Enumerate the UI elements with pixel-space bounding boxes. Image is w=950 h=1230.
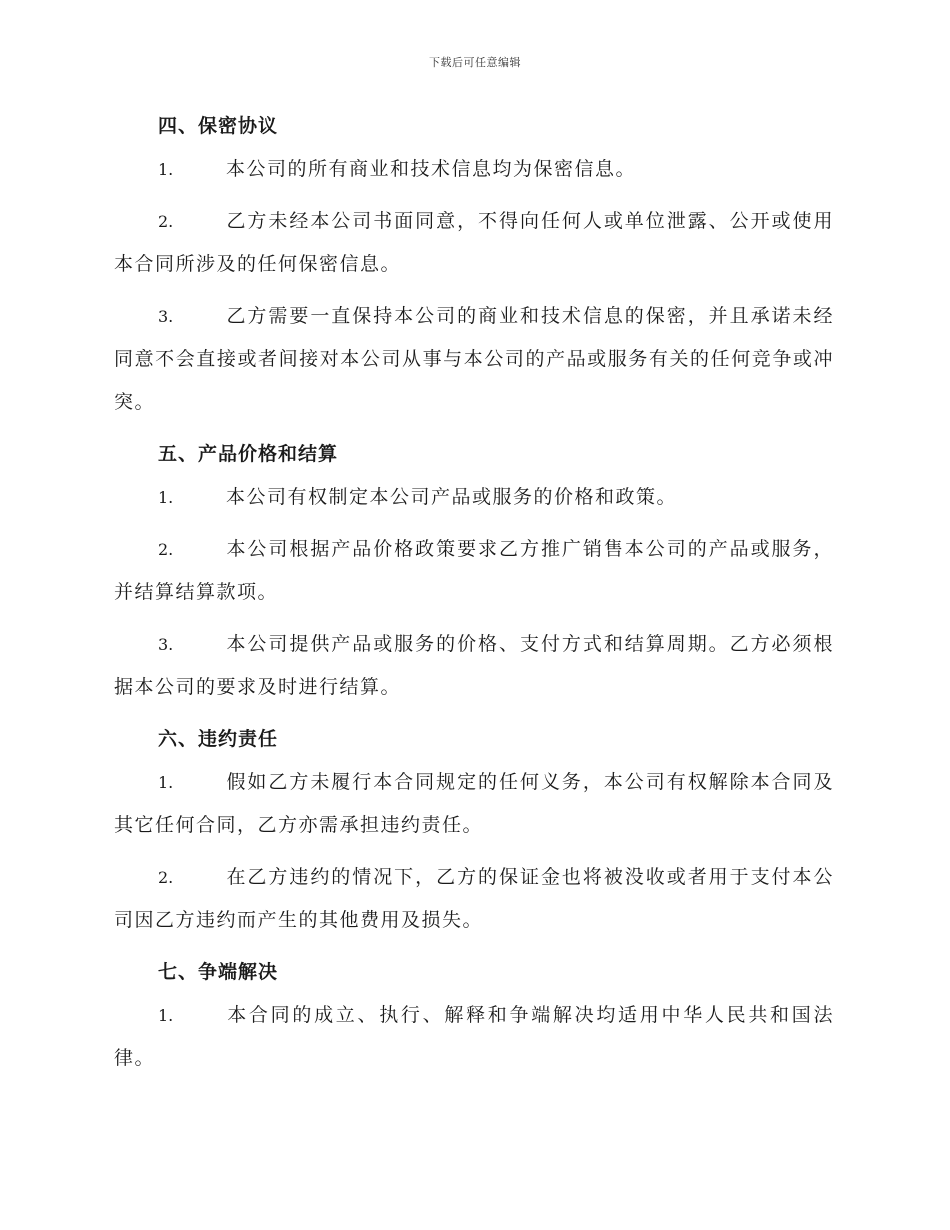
clause-text: 本公司有权制定本公司产品或服务的价格和政策。 bbox=[226, 486, 678, 508]
clause-text: 假如乙方未履行本合同规定的任何义务，本公司有权解除本合同及其它任何合同，乙方亦需承担违约责任。 bbox=[114, 771, 834, 836]
clause-item bbox=[114, 148, 834, 191]
clause-text: 乙方未经本公司书面同意，不得向任何人或单位泄露、公开或使用本合同所涉及的任何保密信息。 bbox=[114, 210, 834, 275]
section-title: 六、违约责任 bbox=[158, 728, 279, 750]
section-title: 四、保密协议 bbox=[158, 115, 279, 137]
clause-item bbox=[114, 295, 834, 424]
section-dispute-resolution bbox=[114, 951, 834, 1080]
clause-item bbox=[114, 528, 834, 614]
page-header: 下载后可任意编辑 bbox=[429, 56, 521, 69]
clause-text: 本公司提供产品或服务的价格、支付方式和结算周期。乙方必须根据本公司的要求及时进行结算。 bbox=[114, 633, 834, 698]
clause-text: 乙方需要一直保持本公司的商业和技术信息的保密，并且承诺未经同意不会直接或者间接对本公司从事与本公司的产品或服务有关的任何竞争或冲突。 bbox=[114, 305, 834, 413]
clause-number: 3. bbox=[158, 635, 174, 654]
clause-number: 2. bbox=[158, 868, 174, 887]
clause-number: 1. bbox=[158, 1006, 174, 1025]
clause-number: 3. bbox=[158, 307, 174, 326]
clause-item bbox=[114, 476, 834, 519]
clause-text: 本公司根据产品价格政策要求乙方推广销售本公司的产品或服务，并结算结算款项。 bbox=[114, 538, 834, 603]
section-confidentiality bbox=[114, 105, 834, 424]
clause-number: 1. bbox=[158, 160, 174, 179]
clause-item bbox=[114, 856, 834, 942]
clause-number: 2. bbox=[158, 540, 174, 559]
section-pricing-settlement bbox=[114, 433, 834, 709]
document-body bbox=[114, 105, 834, 1089]
section-title: 七、争端解决 bbox=[158, 961, 279, 983]
clause-item bbox=[114, 200, 834, 286]
clause-text: 本公司的所有商业和技术信息均为保密信息。 bbox=[226, 158, 637, 180]
clause-item bbox=[114, 761, 834, 847]
clause-number: 1. bbox=[158, 773, 174, 792]
clause-item bbox=[114, 994, 834, 1080]
clause-text: 在乙方违约的情况下，乙方的保证金也将被没收或者用于支付本公司因乙方违约而产生的其他费用及损失。 bbox=[114, 866, 834, 931]
section-title: 五、产品价格和结算 bbox=[158, 443, 339, 465]
clause-number: 1. bbox=[158, 488, 174, 507]
clause-number: 2. bbox=[158, 212, 174, 231]
clause-text: 本合同的成立、执行、解释和争端解决均适用中华人民共和国法律。 bbox=[114, 1004, 834, 1069]
section-breach-liability bbox=[114, 718, 834, 942]
clause-item bbox=[114, 623, 834, 709]
